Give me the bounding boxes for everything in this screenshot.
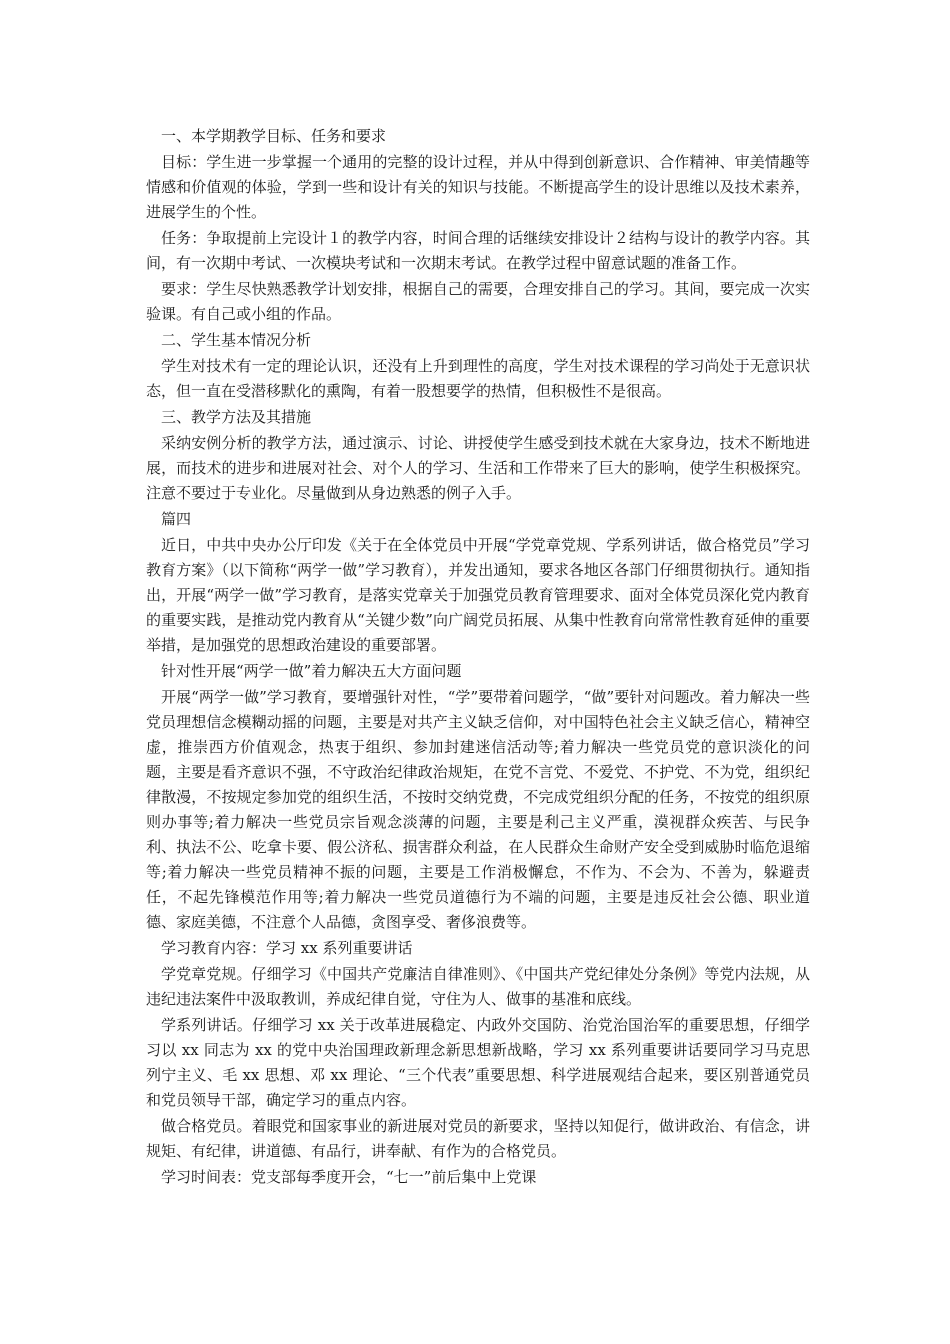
section-heading-content: 学习教育内容：学习 xx 系列重要讲话 bbox=[161, 939, 413, 957]
document-body bbox=[146, 124, 810, 1191]
section-heading-part-four: 篇四 bbox=[161, 510, 192, 528]
paragraph-qualified-member: 做合格党员。着眼党和国家事业的新进展对党员的新要求，坚持以知促行，做讲政治、有信念，讲规矩、有纪律，讲道德、有品行，讲奉献、有作为的合格党员。 bbox=[146, 1117, 810, 1160]
paragraph-goal: 目标：学生进一步掌握一个通用的完整的设计过程，并从中得到创新意识、合作精神、审美情趣等情感和价值观的体验，学到一些和设计有关的知识与技能。不断提高学生的设计思维以及技术素养，进展学生的个性。 bbox=[146, 153, 810, 221]
paragraph-party-rules: 学党章党规。仔细学习《中国共产党廉洁自律准则》、《中国共产党纪律处分条例》等党内法规，从违纪违法案件中汲取教训，养成纪律自觉，守住为人、做事的基准和底线。 bbox=[146, 965, 810, 1008]
paragraph-speeches: 学系列讲话。仔细学习 xx 关于改革进展稳定、内政外交国防、治党治国治军的重要思想，仔细学习以 xx 同志为 xx 的党中央治国理政新理念新思想新战略，学习 xx 系列重要讲话要同学习马克思列宁主义、毛 xx 思想、邓 xx 理论、“三个代表”重要思想、科学进展观结合起来，要区别普通党员和党员领导干部，确定学习的重点内容。 bbox=[146, 1016, 810, 1109]
section-heading-goals: 一、本学期教学目标、任务和要求 bbox=[161, 127, 387, 145]
section-heading-schedule: 学习时间表：党支部每季度开会，“七一”前后集中上党课 bbox=[161, 1168, 537, 1186]
paragraph-five-problems: 开展“两学一做”学习教育，要增强针对性，“学”要带着问题学，“做”要针对问题改。着力解决一些党员理想信念模糊动摇的问题，主要是对共产主义缺乏信仰，对中国特色社会主义缺乏信心，精神空虚，推崇西方价值观念，热衷于组织、参加封建迷信活动等;着力解决一些党员党的意识淡化的问题，主要是看齐意识不强，不守政治纪律政治规矩，在党不言党、不爱党、不护党、不为党，组织纪律散漫，不按规定参加党的组织生活，不按时交纳党费，不完成党组织分配的任务，不按党的组织原则办事等;着力解决一些党员宗旨观念淡薄的问题，主要是利己主义严重，漠视群众疾苦、与民争利、执法不公、吃拿卡要、假公济私、损害群众利益，在人民群众生命财产安全受到威胁时临危退缩等;着力解决一些党员精神不振的问题，主要是工作消极懈怠，不作为、不会为、不善为，躲避责任，不起先锋模范作用等;着力解决一些党员道德行为不端的问题，主要是违反社会公德、职业道德、家庭美德，不注意个人品德，贪图享受、奢侈浪费等。 bbox=[146, 688, 810, 931]
section-heading-methods: 三、教学方法及其措施 bbox=[161, 408, 312, 426]
paragraph-notice: 近日，中共中央办公厅印发《关于在全体党员中开展“学党章党规、学系列讲话，做合格党员”学习教育方案》（以下简称“两学一做”学习教育），并发出通知，要求各地区各部门仔细贯彻执行。通知指出，开展“两学一做”学习教育，是落实党章关于加强党员教育管理要求、面对全体党员深化党内教育的重要实践，是推动党内教育从“关键少数”向广阔党员拓展、从集中性教育向常常性教育延伸的重要举措，是加强党的思想政治建设的重要部署。 bbox=[146, 536, 810, 654]
section-heading-five-problems: 针对性开展“两学一做”着力解决五大方面问题 bbox=[161, 662, 462, 680]
paragraph-students: 学生对技术有一定的理论认识，还没有上升到理性的高度，学生对技术课程的学习尚处于无意识状态，但一直在受潜移默化的熏陶，有着一股想要学的热情，但积极性不是很高。 bbox=[146, 357, 810, 400]
paragraph-task: 任务：争取提前上完设计１的教学内容，时间合理的话继续安排设计２结构与设计的教学内容。其间，有一次期中考试、一次模块考试和一次期末考试。在教学过程中留意试题的准备工作。 bbox=[146, 229, 810, 272]
section-heading-students: 二、学生基本情况分析 bbox=[161, 331, 312, 349]
paragraph-methods: 采纳安例分析的教学方法，通过演示、讨论、讲授使学生感受到技术就在大家身边，技术不断地进展，而技术的进步和进展对社会、对个人的学习、生活和工作带来了巨大的影响，使学生积极探究。注意不要过于专业化。尽量做到从身边熟悉的例子入手。 bbox=[146, 434, 810, 502]
paragraph-requirement: 要求：学生尽快熟悉教学计划安排，根据自己的需要，合理安排自己的学习。其间，要完成一次实验课。有自己或小组的作品。 bbox=[146, 280, 810, 323]
